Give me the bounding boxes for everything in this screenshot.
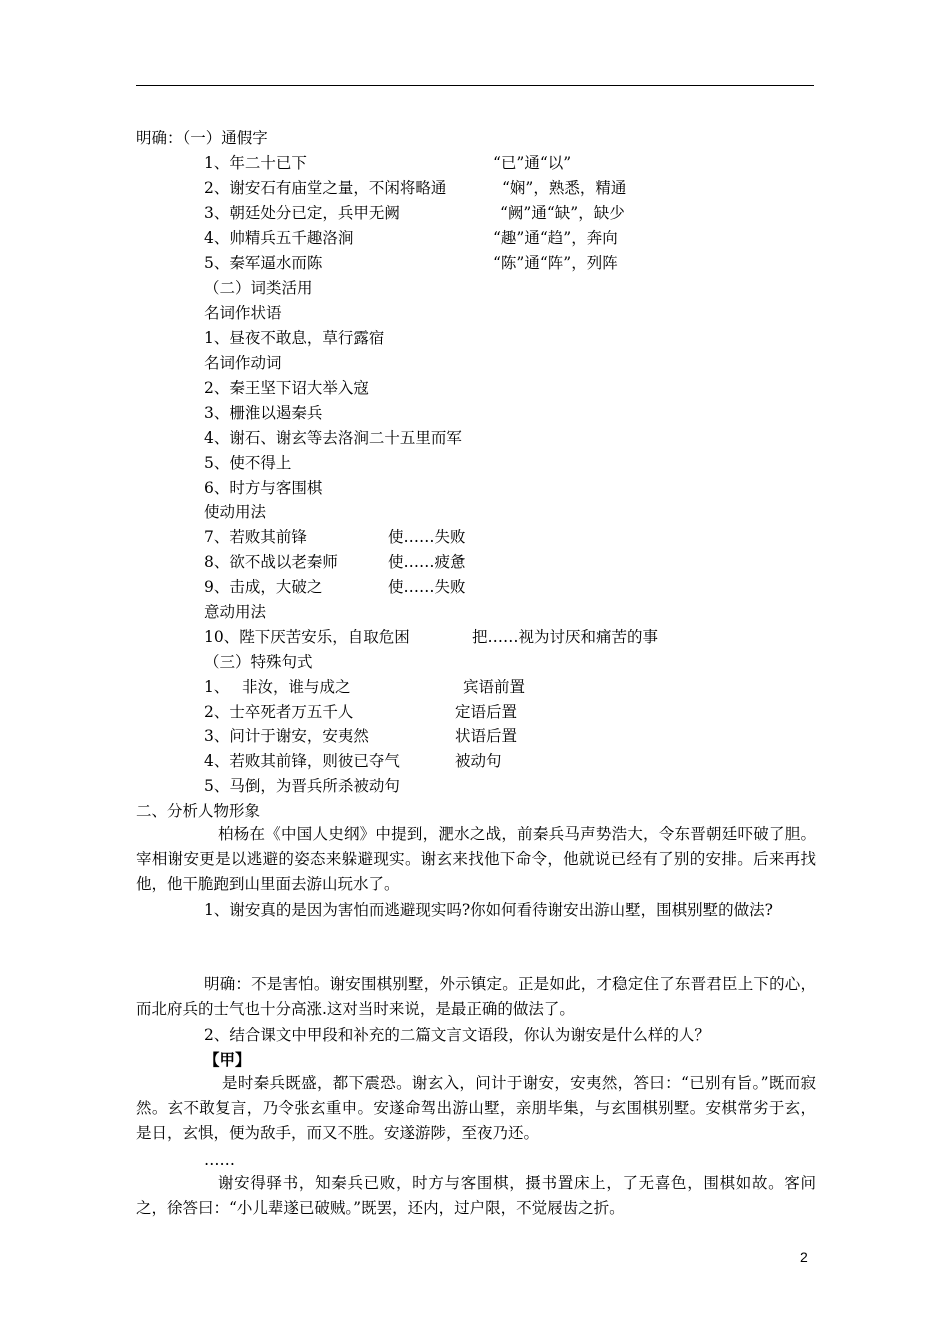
mingci-dongci-label: 名词作动词 (204, 354, 282, 372)
question: 1、谢安真的是因为害怕而逃避现实吗?你如何看待谢安出游山墅，围棋别墅的做法? (204, 901, 773, 919)
section-intro: 明确：（一）通假字 (136, 129, 268, 147)
classical-paragraph: 谢安得驿书，知秦兵已败，时方与客围棋，摄书置床上，了无喜色，围棋如故。客问之，徐答曰：“小儿辈遂已破贼。”既罢，还内，过户限，不觉屐齿之折。 (136, 1174, 816, 1217)
tongjia-item: 2、谢安石有庙堂之量，不闲将略通 (204, 179, 447, 197)
teshu-item: 1、 非汝，谁与成之 (204, 678, 351, 696)
mingci-dongci-item: 6、时方与客围棋 (204, 479, 323, 497)
shidong-item: 8、欲不战以老秦师 (204, 553, 338, 571)
shidong-item: 7、若败其前锋 (204, 528, 307, 546)
mingci-dongci-item: 5、使不得上 (204, 454, 292, 472)
tongjia-item: 3、朝廷处分已定，兵甲无阙 (204, 204, 400, 222)
answer-paragraph: 明确：不是害怕。谢安围棋别墅，外示镇定。正是如此，才稳定住了东晋君臣上下的心，而北府兵的士气也十分高涨.这对当时来说，是最正确的做法了。 (136, 975, 816, 1018)
teshu-item: 4、若败其前锋，则彼已夺气 (204, 752, 400, 770)
paragraph: 柏杨在《中国人史纲》中提到，淝水之战，前秦兵马声势浩大，令东晋朝廷吓破了胆。宰相谢安更是以逃避的姿态来躲避现实。谢玄来找他下命令，他就说已经有了别的安排。后来再找他，他干脆跑到山里面去游山玩水了。 (136, 825, 816, 893)
tongjia-note: “已”通“以” (493, 154, 572, 172)
question: 2、结合课文中甲段和补充的二篇文言文语段，你认为谢安是什么样的人？ (204, 1026, 710, 1044)
yidong-note: 把……视为讨厌和痛苦的事 (472, 628, 659, 646)
teshu-note: 状语后置 (455, 727, 518, 745)
teshu-heading: （三）特殊句式 (204, 653, 313, 671)
teshu-note: 定语后置 (455, 703, 518, 721)
tongjia-item: 4、帅精兵五千趣洛涧 (204, 229, 354, 247)
shidong-note: 使……失败 (388, 578, 466, 596)
tongjia-note: “陈”通“阵”，列阵 (493, 254, 618, 272)
tongjia-item: 1、年二十已下 (204, 154, 307, 172)
teshu-item: 2、士卒死者万五千人 (204, 703, 354, 721)
mingci-zhuangyu-label: 名词作状语 (204, 304, 282, 322)
teshu-item: 3、问计于谢安，安夷然 (204, 727, 369, 745)
tongjia-note: “阙”通“缺”，缺少 (500, 204, 625, 222)
classical-paragraph: 是时秦兵既盛，都下震恐。谢玄入，问计于谢安，安夷然，答曰：“已别有旨。”既而寂然。玄不敢复言，乃令张玄重申。安遂命驾出游山墅，亲朋毕集，与玄围棋别墅。安棋常劣于玄，是日，玄惧，便为敌手，而又不胜。安遂游陟，至夜乃还。 (136, 1074, 816, 1142)
yidong-label: 意动用法 (204, 603, 267, 621)
tongjia-note: “趣”通“趋”，奔向 (493, 229, 618, 247)
header-rule (136, 85, 814, 86)
mingci-dongci-item: 3、栅淮以遏秦兵 (204, 404, 323, 422)
section-heading: 二、分析人物形象 (136, 802, 261, 820)
yidong-item: 10、陛下厌苦安乐，自取危困 (204, 628, 410, 646)
ellipsis: …… (204, 1151, 235, 1169)
shidong-note: 使……疲惫 (388, 553, 466, 571)
teshu-item: 5、马倒，为晋兵所杀被动句 (204, 777, 400, 795)
shidong-item: 9、击成，大破之 (204, 578, 323, 596)
teshu-note: 被动句 (455, 752, 502, 770)
cilei-heading: （二）词类活用 (204, 279, 313, 297)
shidong-label: 使动用法 (204, 503, 267, 521)
jia-label: 【甲】 (204, 1050, 251, 1069)
mingci-dongci-item: 4、谢石、谢玄等去洛涧二十五里而军 (204, 429, 462, 447)
mingci-zhuangyu-item: 1、昼夜不敢息，草行露宿 (204, 329, 385, 347)
tongjia-item: 5、秦军逼水而陈 (204, 254, 323, 272)
page-number: 2 (800, 1249, 808, 1265)
mingci-dongci-item: 2、秦王坚下诏大举入寇 (204, 379, 369, 397)
shidong-note: 使……失败 (388, 528, 466, 546)
tongjia-note: “娴”，熟悉，精通 (502, 179, 627, 197)
teshu-note: 宾语前置 (463, 678, 526, 696)
